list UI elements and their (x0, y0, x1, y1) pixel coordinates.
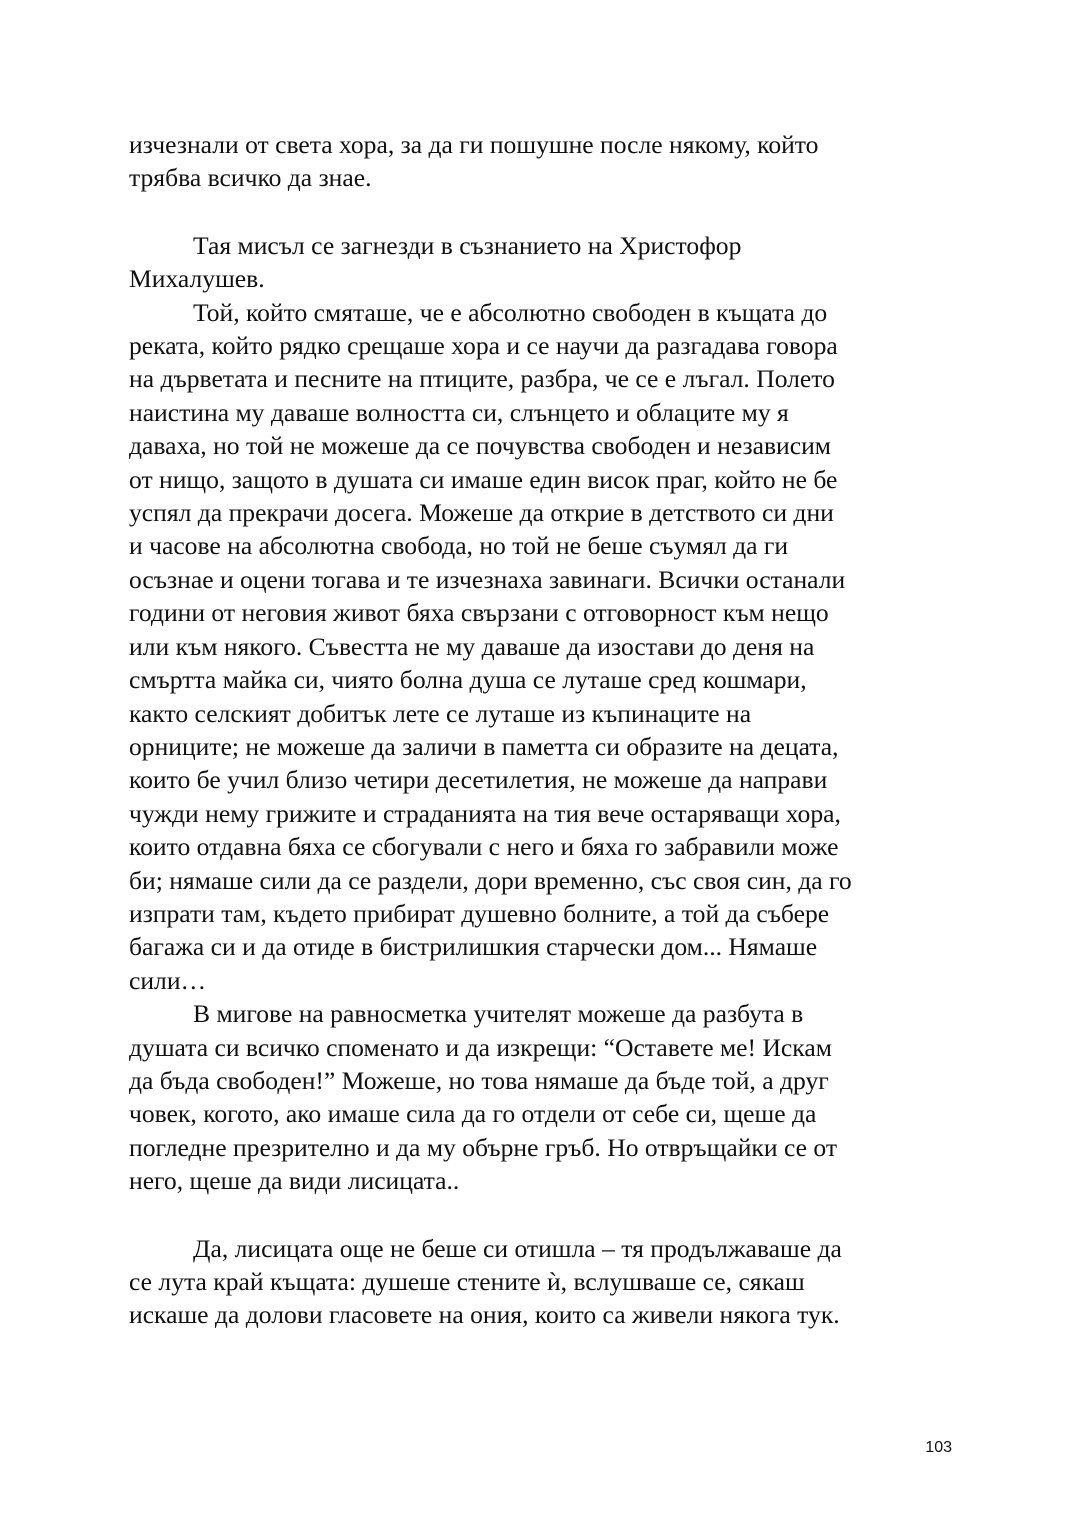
text-line: него, щеше да види лисицата.. (129, 1166, 460, 1196)
text-line: В мигове на равносметка учителят можеше да разбута в (193, 999, 804, 1029)
text-line: успял да прекрачи досега. Можеше да открие в детството си дни (129, 498, 834, 528)
text-line: на дърветата и песните на птиците, разбра, че се е лъгал. Полето (129, 364, 835, 394)
text-line: изпрати там, където прибират душевно болните, а той да събере (129, 898, 830, 928)
text-line: чужди нему грижите и страданията на тия вече остаряващи хора, (129, 798, 841, 828)
paragraph-3 (129, 296, 951, 998)
text-line: човек, когото, ако имаше сила да го отдели от себе си, щеше да (129, 1099, 817, 1129)
text-line: искаше да долови гласовете на ония, които са живели някога тук. (129, 1300, 840, 1330)
text-line: изчезнали от света хора, за да ги пошушне после някому, който (129, 130, 819, 159)
text-line: както селският добитък лете се луташе из къпинаците на (129, 698, 752, 728)
paragraph-gap (129, 195, 951, 229)
text-line: и часове на абсолютна свобода, но той не беше съумял да ги (129, 531, 789, 561)
text-line: погледне презрително и да му обърне гръб. Но отвръщайки се от (129, 1132, 838, 1162)
text-line: багажа си и да отиде в бистрилишкия старчески дом... Нямаше (129, 932, 818, 962)
paragraph-gap (129, 1198, 951, 1232)
text-line: осъзнае и оцени тогава и те изчезнаха завинаги. Всички останали (129, 564, 846, 594)
text-line: които отдавна бяха се сбогували с него и бяха го забравили може (129, 832, 839, 862)
text-line: наистина му даваше волността си, слънцето и облаците му я (129, 397, 789, 427)
text-line: се лута край къщата: душеше стените ѝ, вслушваше се, сякаш (129, 1267, 805, 1296)
paragraph-2 (129, 229, 951, 296)
text-line: да бъда свободен!” Можеше, но това нямаше да бъде той, а друг (129, 1065, 829, 1095)
body-text (129, 128, 951, 1332)
paragraph-5 (129, 1232, 951, 1332)
text-line: даваха, но той не можеше да се почувства свободен и независим (129, 431, 832, 461)
text-line: или към някого. Съвестта не му даваше да изостави до деня на (129, 631, 815, 661)
text-line: сили… (129, 965, 207, 995)
paragraph-1 (129, 128, 951, 195)
page-number: 103 (925, 1439, 952, 1456)
text-line: би; нямаше сили да се раздели, дори временно, със своя син, да го (129, 865, 852, 895)
text-line: Михалушев. (129, 264, 265, 294)
paragraph-4 (129, 997, 951, 1197)
text-line: орниците; не можеше да заличи в паметта си образите на децата, (129, 731, 839, 761)
text-line: смъртта майка си, чиято болна душа се луташе сред кошмари, (129, 665, 807, 695)
text-line: Тая мисъл се загнезди в съзнанието на Христофор (193, 230, 742, 260)
text-line: Той, който смяташе, че е абсолютно свободен в къщата до (193, 297, 828, 327)
text-line: трябва всичко да знае. (129, 163, 372, 193)
text-line: душата си всичко споменато и да изкрещи: “Оставете ме! Искам (129, 1032, 832, 1062)
text-line: от нищо, защото в душата си имаше един висок праг, който не бе (129, 464, 838, 494)
text-line: Да, лисицата още не беше си отишла – тя продължаваше да (193, 1233, 842, 1263)
text-line: години от неговия живот бяха свързани с отговорност към нещо (129, 598, 829, 628)
text-line: реката, който рядко срещаше хора и се научи да разгадава говора (129, 331, 838, 361)
text-line: които бе учил близо четири десетилетия, не можеше да направи (129, 765, 828, 795)
